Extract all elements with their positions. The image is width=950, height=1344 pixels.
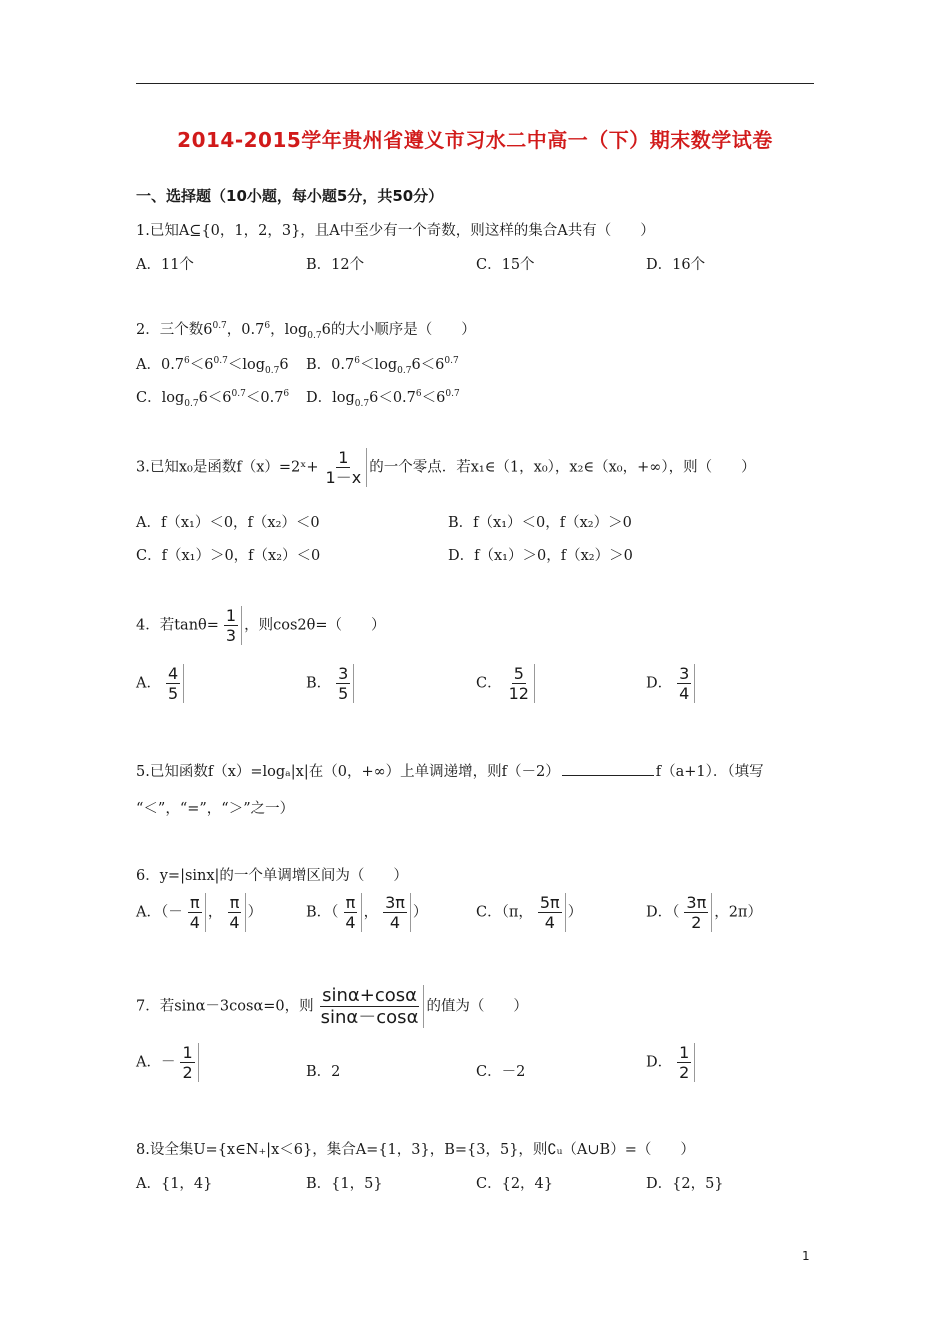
header-rule bbox=[136, 83, 814, 84]
q2-option-b: B．$0.7^6<\log_{0.7}6<6^{0.7}$ bbox=[306, 356, 459, 376]
q8-option-a: A．{1，4} bbox=[136, 1176, 213, 1192]
q3-option-a: A．f（x₁）＜0，f（x₂）＜0 bbox=[136, 515, 320, 531]
q1-option-b: B．12个 bbox=[306, 257, 365, 273]
page-number: 1 bbox=[802, 1249, 810, 1263]
page-title: 2014-2015学年贵州省遵义市习水二中高一（下）期末数学试卷 bbox=[177, 128, 773, 152]
question-8: 8.设全集U={x∈N₊|x＜6}，集合A={1，3}，B={3，5}，则∁ᵤ（A∪B）=（ ） bbox=[136, 1142, 695, 1158]
q6-option-d: D．（ $\frac{3\pi}{2}$ ，2π） bbox=[646, 893, 762, 932]
question-6: 6．y=|sinx|的一个单调增区间为（ ） bbox=[136, 868, 408, 884]
q8-option-b: B．{1，5} bbox=[306, 1176, 383, 1192]
q3-fraction: $\frac{1}{1-x}$ bbox=[321, 448, 368, 487]
question-7: 7．若sinα－3cosα=0，则 $\frac{\sin\alpha+\cos\alpha}{\sin\alpha-\cos\alpha}$ 的值为（ ） bbox=[136, 985, 528, 1028]
q6-option-c: C．（π， $\frac{5\pi}{4}$ ） bbox=[476, 893, 583, 932]
q7-option-d: D． $\frac{1}{2}$ bbox=[646, 1043, 697, 1082]
question-2: 2．三个数$6^{0.7}$，$0.7^6$，$\log_{0.7}6$的大小顺序是（ ） bbox=[136, 321, 476, 341]
q8-option-d: D．{2，5} bbox=[646, 1176, 724, 1192]
q2-option-a: A．$0.7^6<6^{0.7}<\log_{0.7}6$ bbox=[136, 356, 289, 376]
q4-option-d: D． $\frac{3}{4}$ bbox=[646, 664, 697, 703]
q4-option-c: C． $\frac{5}{12}$ bbox=[476, 664, 537, 703]
q4-option-a: A． $\frac{4}{5}$ bbox=[136, 664, 186, 703]
q1-option-a: A．11个 bbox=[136, 257, 194, 273]
question-5: 5.已知函数f（x）=logₐ|x|在（0，+∞）上单调递增，则f（－2） f（a+1）．（填写 bbox=[136, 760, 764, 781]
question-3: 3.已知x₀是函数f（x）=2ˣ+ $\frac{1}{1-x}$ 的一个零点．若x₁∈（1，x₀），x₂∈（x₀，+∞），则（ ） bbox=[136, 448, 756, 487]
q1-option-c: C．15个 bbox=[476, 257, 535, 273]
q2-option-c: C．$\log_{0.7}6<6^{0.7}<0.7^6$ bbox=[136, 389, 290, 409]
q8-option-c: C．{2，4} bbox=[476, 1176, 553, 1192]
q3-option-b: B．f（x₁）＜0，f（x₂）＞0 bbox=[448, 515, 632, 531]
q7-option-c: C．－2 bbox=[476, 1064, 526, 1080]
q4-option-b: B． $\frac{3}{5}$ bbox=[306, 664, 356, 703]
question-4: 4．若tanθ= $\frac{1}{3}$ ，则cos2θ=（ ） bbox=[136, 606, 386, 645]
section-heading: 一、选择题（10小题，每小题5分，共50分） bbox=[136, 187, 444, 205]
q7-option-b: B．2 bbox=[306, 1064, 341, 1080]
q6-option-b: B．（ $\frac{\pi}{4}$ ， $\frac{3\pi}{4}$ ） bbox=[306, 893, 428, 932]
q3-option-c: C．f（x₁）＞0，f（x₂）＜0 bbox=[136, 548, 321, 564]
q7-option-a: A．－ $\frac{1}{2}$ bbox=[136, 1043, 201, 1082]
question-5-line2: “＜”，“=”，“＞”之一） bbox=[136, 801, 295, 817]
q3-option-d: D．f（x₁）＞0，f（x₂）＞0 bbox=[448, 548, 633, 564]
q1-option-d: D．16个 bbox=[646, 257, 706, 273]
q6-option-a: A．（－ $\frac{\pi}{4}$ ， $\frac{\pi}{4}$ ） bbox=[136, 893, 263, 932]
q2-option-d: D．$\log_{0.7}6<0.7^6<6^{0.7}$ bbox=[306, 389, 460, 409]
question-1: 1.已知A⊆{0，1，2，3}，且A中至少有一个奇数，则这样的集合A共有（ ） bbox=[136, 223, 655, 239]
answer-blank bbox=[562, 761, 654, 776]
